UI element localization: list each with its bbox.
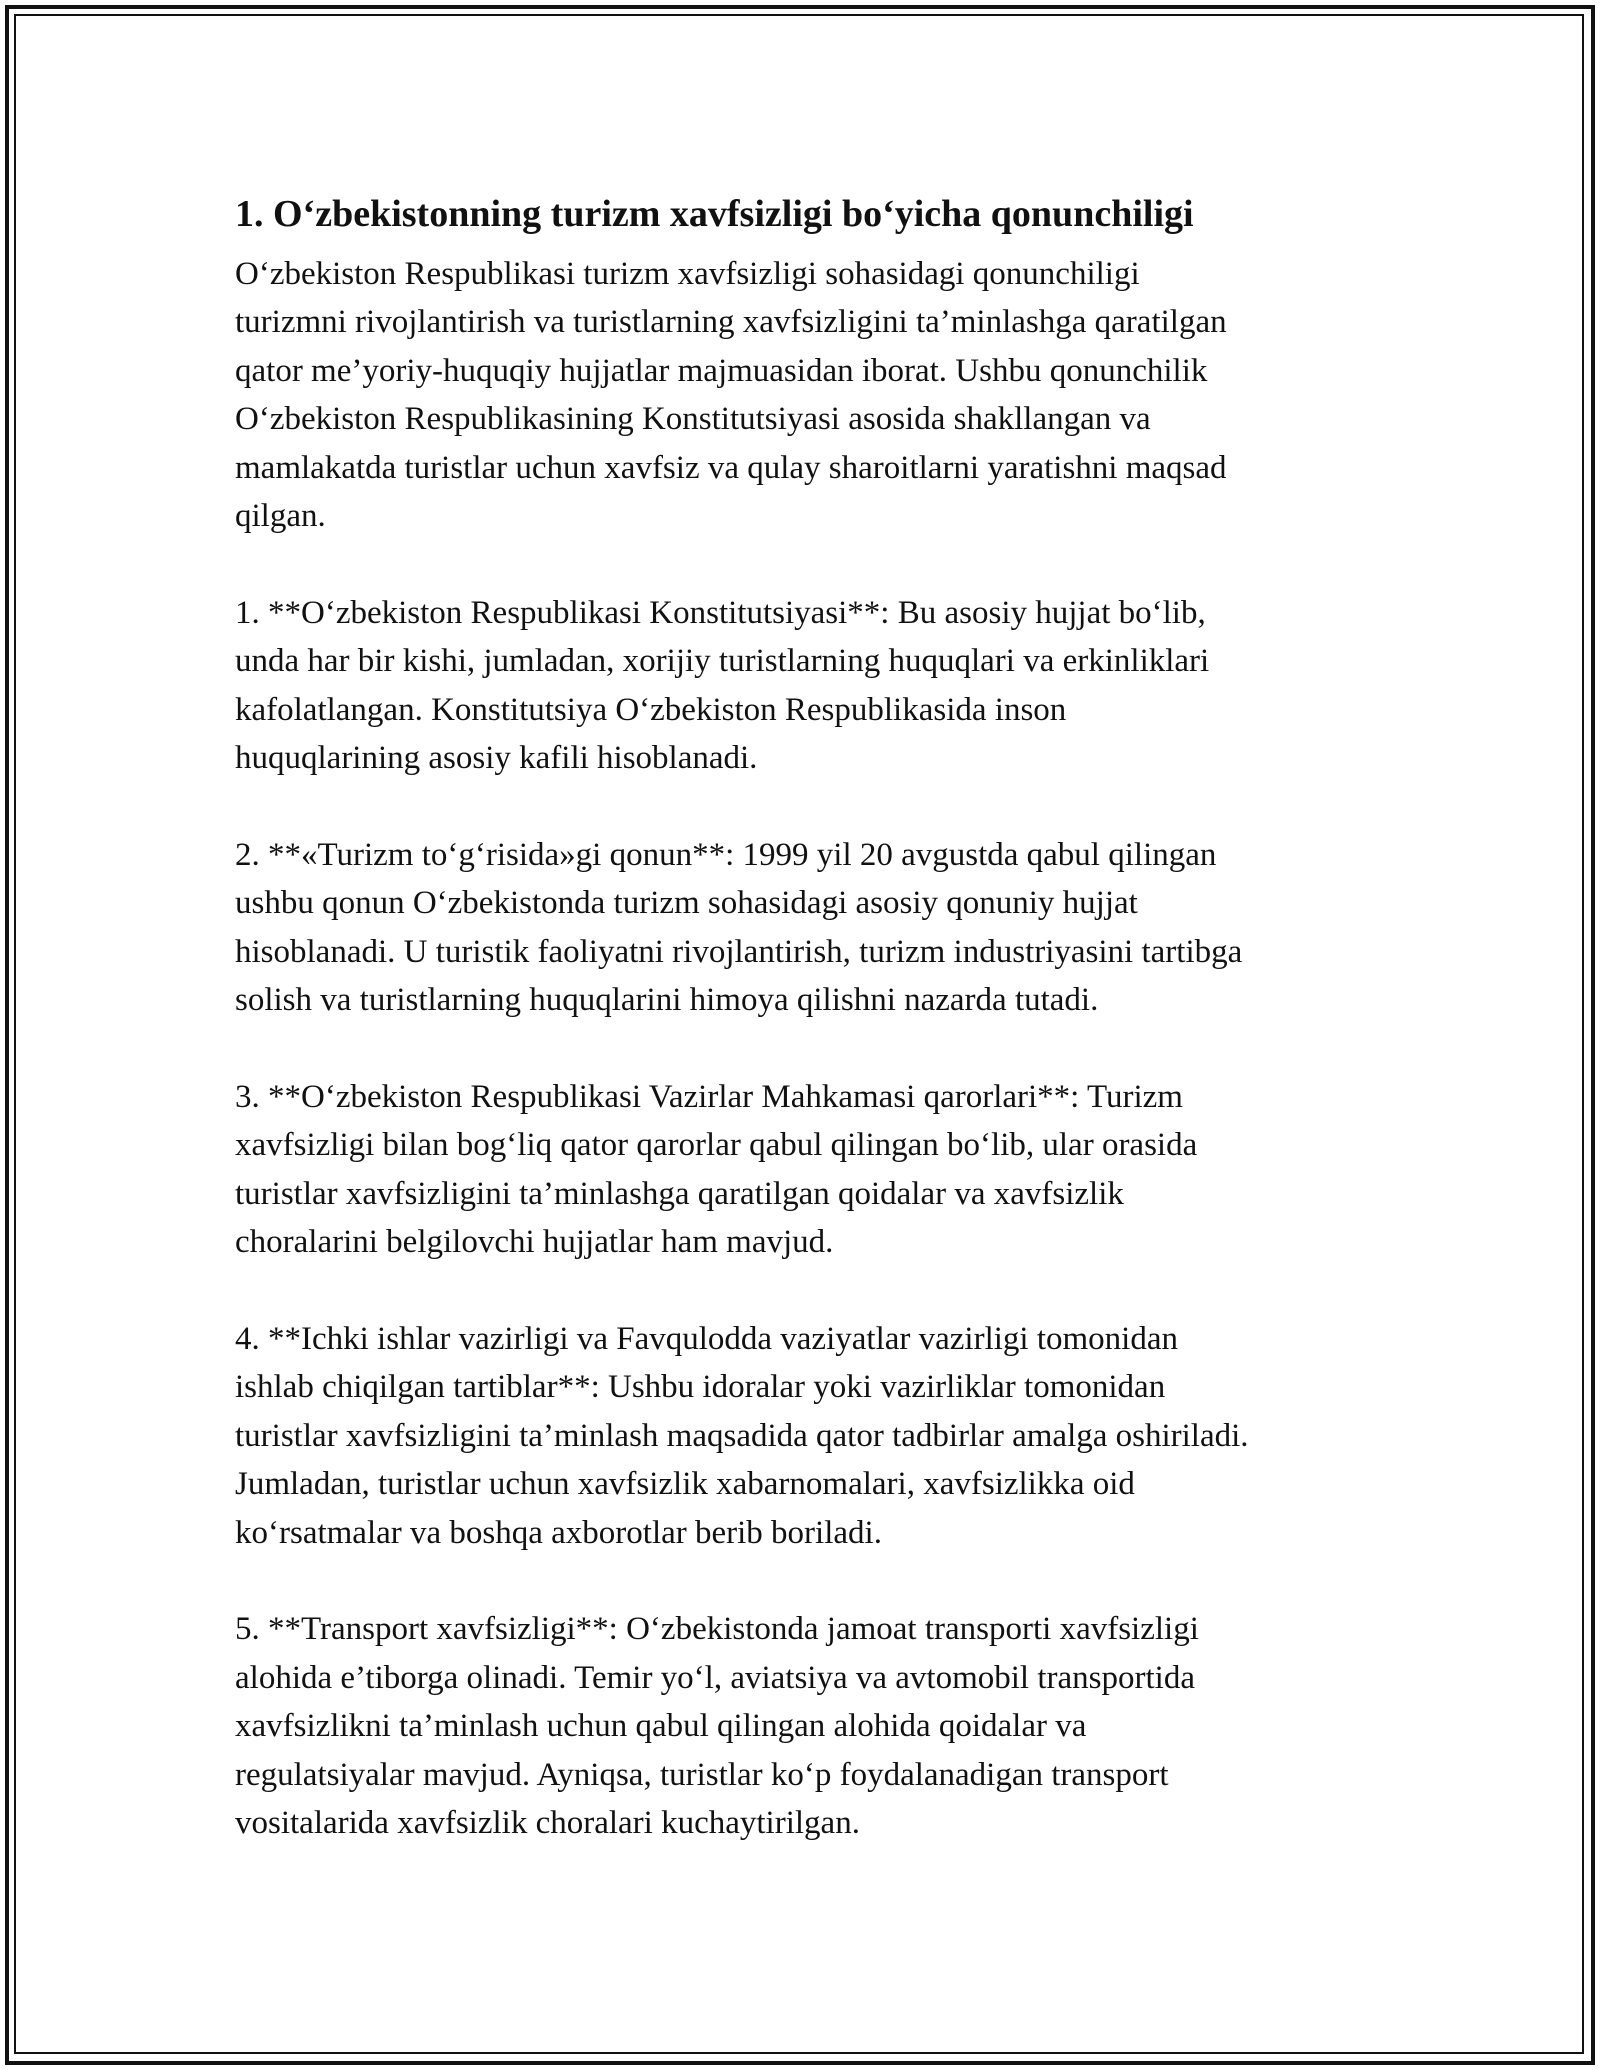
- paragraph-line: 1. **O‘zbekiston Respublikasi Konstitutsiyasi**: Bu asosiy hujjat bo‘lib,: [235, 594, 1206, 631]
- paragraph-line: regulatsiyalar mavjud. Ayniqsa, turistlar ko‘p foydalanadigan transport: [235, 1756, 1169, 1793]
- paragraph-line: ishlab chiqilgan tartiblar**: Ushbu idoralar yoki vazirliklar tomonidan: [235, 1369, 1166, 1406]
- paragraph-line: qilgan.: [235, 498, 326, 535]
- paragraph-line: huquqlarining asosiy kafili hisoblanadi.: [235, 740, 758, 777]
- paragraph-line: hisoblanadi. U turistik faoliyatni rivojlantirish, turizm industriyasini tartibga: [235, 933, 1243, 970]
- paragraph-line: solish va turistlarning huquqlarini himoya qilishni nazarda tutadi.: [235, 982, 1099, 1019]
- paragraph-line: 3. **O‘zbekiston Respublikasi Vazirlar Mahkamasi qarorlari**: Turizm: [235, 1078, 1183, 1115]
- paragraph-line: kafolatlangan. Konstitutsiya O‘zbekiston Respublikasida inson: [235, 691, 1067, 728]
- paragraph-line: qator me’yoriy-huquqiy hujjatlar majmuasidan iborat. Ushbu qonunchilik: [235, 352, 1208, 389]
- paragraph-line: xavfsizlikni ta’minlash uchun qabul qilingan alohida qoidalar va: [235, 1708, 1087, 1745]
- paragraph-line: Jumladan, turistlar uchun xavfsizlik xabarnomalari, xavfsizlikka oid: [235, 1466, 1135, 1503]
- paragraph-line: xavfsizligi bilan bog‘liq qator qarorlar qabul qilingan bo‘lib, ular orasida: [235, 1127, 1198, 1164]
- paragraph-line: O‘zbekiston Respublikasi turizm xavfsizligi sohasidagi qonunchiligi: [235, 256, 1140, 292]
- paragraph-line: 4. **Ichki ishlar vazirligi va Favqulodda vaziyatlar vazirligi tomonidan: [235, 1320, 1178, 1357]
- paragraph-line: ushbu qonun O‘zbekistonda turizm sohasidagi asosiy qonuniy hujjat: [235, 885, 1138, 922]
- paragraph-line: choralarini belgilovchi hujjatlar ham mavjud.: [235, 1224, 834, 1261]
- paragraph-line: turistlar xavfsizligini ta’minlashga qaratilgan qoidalar va xavfsizlik: [235, 1175, 1124, 1212]
- paragraph-line: ko‘rsatmalar va boshqa axborotlar berib boriladi.: [235, 1514, 882, 1551]
- paragraph-line: alohida e’tiborga olinadi. Temir yo‘l, aviatsiya va avtomobil transportida: [235, 1659, 1195, 1696]
- paragraph-line: vositalarida xavfsizlik choralari kuchaytirilgan.: [235, 1804, 860, 1841]
- paragraph-line: 5. **Transport xavfsizligi**: O‘zbekistonda jamoat transporti xavfsizligi: [235, 1611, 1199, 1648]
- list-item-cabinet-decisions: [235, 1073, 1375, 1267]
- list-item-tourism-law: [235, 831, 1375, 1025]
- intro-paragraph: [235, 250, 1375, 540]
- section-heading: 1. O‘zbekistonning turizm xavfsizligi bo‘yicha qonunchiligi: [235, 193, 1194, 235]
- paragraph-line: 2. **«Turizm to‘g‘risida»gi qonun**: 1999 yil 20 avgustda qabul qilingan: [235, 836, 1217, 873]
- document-body: [235, 186, 1375, 1896]
- paragraph-line: O‘zbekiston Respublikasining Konstitutsiyasi asosida shakllangan va: [235, 401, 1151, 438]
- paragraph-line: turizmni rivojlantirish va turistlarning xavfsizligini ta’minlashga qaratilgan: [235, 304, 1227, 341]
- paragraph-line: mamlakatda turistlar uchun xavfsiz va qulay sharoitlarni yaratishni maqsad: [235, 449, 1227, 486]
- list-item-ministries: [235, 1315, 1375, 1557]
- paragraph-line: turistlar xavfsizligini ta’minlash maqsadida qator tadbirlar amalga oshiriladi.: [235, 1417, 1249, 1454]
- list-item-constitution: [235, 589, 1375, 783]
- paragraph-line: unda har bir kishi, jumladan, xorijiy turistlarning huquqlari va erkinliklari: [235, 643, 1210, 680]
- list-item-transport: [235, 1605, 1375, 1847]
